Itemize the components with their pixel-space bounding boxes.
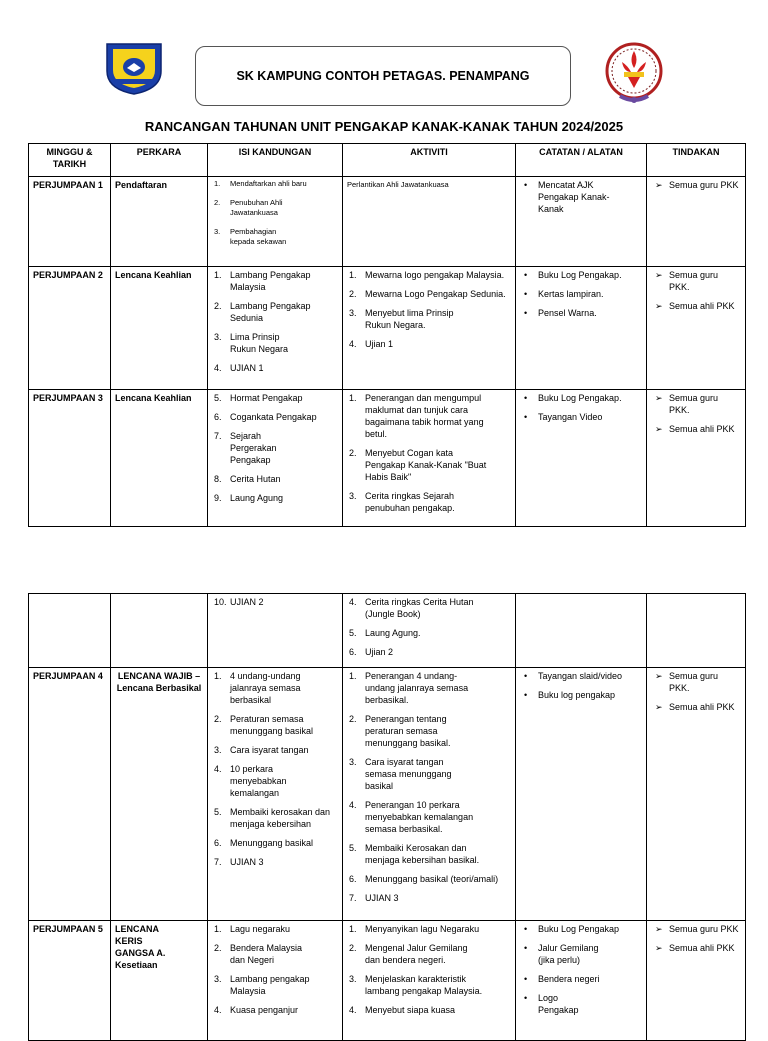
list-item: ➢ Semua guru PKK — [655, 180, 739, 190]
list-item: • Buku Log Pengakap. — [524, 393, 622, 403]
list-item: 5. Hormat Pengakap — [214, 393, 303, 403]
plan-table-1 — [28, 143, 746, 527]
list-item: 10. UJIAN 2 — [214, 597, 264, 607]
tindakan-cell — [647, 668, 746, 921]
col-header-catatan: CATATAN / ALATAN — [516, 144, 647, 177]
list-item: 1. Mewarna logo pengakap Malaysia. — [349, 270, 505, 280]
perkara-cell — [111, 594, 208, 668]
list-item: ➢ Semua ahli PKK — [655, 943, 735, 953]
tindakan-cell — [647, 177, 746, 267]
list-item: 4. Menyebut siapa kuasa — [349, 1005, 456, 1015]
aktiviti-cell: Perlantikan Ahli Jawatankuasa — [343, 177, 516, 267]
list-item: 9. Laung Agung — [214, 493, 284, 503]
list-item: 3. Menyebut lima Prinsip Rukun Negara. — [349, 308, 454, 330]
list-item: • Buku Log Pengakap — [524, 924, 620, 934]
list-item: 2. Mewarna Logo Pengakap Sedunia. — [349, 289, 506, 299]
catatan-cell — [516, 668, 647, 921]
minggu-cell: PERJUMPAAN 4 — [29, 668, 111, 921]
table-row — [29, 668, 746, 921]
list-item: 2. Bendera Malaysia dan Negeri — [214, 943, 303, 965]
perkara-cell: LENCANA WAJIB – Lencana Berbasikal — [111, 668, 208, 921]
school-logo — [103, 41, 165, 96]
aktiviti-cell — [343, 594, 516, 668]
catatan-cell — [516, 267, 647, 390]
document-title: RANCANGAN TAHUNAN UNIT PENGAKAP KANAK-KANAK TAHUN 2024/2025 — [144, 119, 624, 134]
aktiviti-cell — [343, 921, 516, 1041]
aktiviti-cell — [343, 390, 516, 527]
list-item: 7. UJIAN 3 — [214, 857, 264, 867]
list-item: 4. 10 perkara menyebabkan kemalangan — [214, 764, 287, 798]
isi-cell — [208, 267, 343, 390]
list-item: 3. Cara isyarat tangan — [214, 745, 309, 755]
catatan-cell — [516, 177, 647, 267]
list-item: • Jalur Gemilang (jika perlu) — [524, 943, 599, 965]
isi-cell — [208, 668, 343, 921]
list-item: 5. Membaiki Kerosakan dan menjaga kebersihan basikal. — [349, 843, 480, 865]
list-item: 1. Mendaftarkan ahli baru — [214, 179, 307, 188]
school-name-box — [195, 46, 571, 106]
isi-cell — [208, 390, 343, 527]
catatan-cell — [516, 594, 647, 668]
list-item: 6. Cogankata Pengakap — [214, 412, 317, 422]
list-item: • Bendera negeri — [524, 974, 600, 984]
table-row — [29, 267, 746, 390]
list-item: 5. Laung Agung. — [349, 628, 421, 638]
list-item: 3. Cerita ringkas Sejarah penubuhan pengakap. — [349, 491, 455, 513]
col-header-isi: ISI KANDUNGAN — [208, 144, 343, 177]
list-item: • Tayangan Video — [524, 412, 603, 422]
table-row — [29, 177, 746, 267]
list-item: ➢ Semua ahli PKK — [655, 424, 735, 434]
list-item: 2. Peraturan semasa menunggang basikal — [214, 714, 314, 736]
tindakan-cell — [647, 267, 746, 390]
list-item: • Buku log pengakap — [524, 690, 616, 700]
list-item: 2. Mengenal Jalur Gemilang dan bendera negeri. — [349, 943, 468, 965]
list-item: 4. Kuasa penganjur — [214, 1005, 299, 1015]
table-row — [29, 594, 746, 668]
perkara-cell: Lencana Keahlian — [111, 267, 208, 390]
aktiviti-cell — [343, 668, 516, 921]
scout-logo — [604, 38, 664, 110]
list-item: ➢ Semua guru PKK — [655, 924, 739, 934]
list-item: 8. Cerita Hutan — [214, 474, 281, 484]
minggu-cell: PERJUMPAAN 2 — [29, 267, 111, 390]
list-item: 4. Cerita ringkas Cerita Hutan (Jungle Book) — [349, 597, 474, 619]
tindakan-cell — [647, 390, 746, 527]
table-row — [29, 921, 746, 1041]
plan-table-2 — [28, 593, 746, 1041]
list-item: 1. Penerangan 4 undang-undang jalanraya semasa berbasikal. — [349, 671, 469, 705]
list-item: 3. Menjelaskan karakteristik lambang pengakap Malaysia. — [349, 974, 483, 996]
col-header-perkara: PERKARA — [111, 144, 208, 177]
list-item: 7. Sejarah Pergerakan Pengakap — [214, 431, 277, 465]
list-item: 4. Ujian 1 — [349, 339, 394, 349]
isi-cell — [208, 177, 343, 267]
perkara-cell: Lencana Keahlian — [111, 390, 208, 527]
list-item: 3. Cara isyarat tangan semasa menunggang basikal — [349, 757, 452, 791]
isi-cell — [208, 921, 343, 1041]
table-header-row — [29, 144, 746, 177]
list-item: ➢ Semua guru PKK. — [655, 671, 719, 693]
catatan-cell — [516, 390, 647, 527]
list-item: 2. Menyebut Cogan kata Pengakap Kanak-Kanak "Buat Habis Baik" — [349, 448, 487, 482]
list-item: 2. Penerangan tentang peraturan semasa menunggang basikal. — [349, 714, 451, 748]
list-item: 2. Lambang Pengakap Sedunia — [214, 301, 311, 323]
list-item: 4. UJIAN 1 — [214, 363, 264, 373]
list-item: 4. Penerangan 10 perkara menyebabkan kemalangan semasa berbasikal. — [349, 800, 474, 834]
table-row — [29, 390, 746, 527]
perkara-cell: LENCANA KERIS GANGSA A. Kesetiaan — [111, 921, 208, 1041]
list-item: 1. Menyanyikan lagu Negaraku — [349, 924, 480, 934]
minggu-cell: PERJUMPAAN 3 — [29, 390, 111, 527]
list-item: • Pensel Warna. — [524, 308, 597, 318]
list-item: ➢ Semua guru PKK. — [655, 393, 719, 415]
list-item: 7. UJIAN 3 — [349, 893, 399, 903]
list-item: ➢ Semua ahli PKK — [655, 702, 735, 712]
perkara-cell: Pendaftaran — [111, 177, 208, 267]
col-header-minggu: MINGGU & TARIKH — [29, 144, 111, 177]
list-item: ➢ Semua ahli PKK — [655, 301, 735, 311]
list-item: 1. Penerangan dan mengumpul maklumat dan tunjuk cara bagaimana tabik hormat yang betul. — [349, 393, 484, 439]
list-item: 6. Ujian 2 — [349, 647, 394, 657]
list-item: 3. Lima Prinsip Rukun Negara — [214, 332, 289, 354]
minggu-cell: PERJUMPAAN 1 — [29, 177, 111, 267]
isi-cell — [208, 594, 343, 668]
col-header-aktiviti: AKTIVITI — [343, 144, 516, 177]
catatan-cell — [516, 921, 647, 1041]
aktiviti-cell — [343, 267, 516, 390]
list-item: • Logo Pengakap — [524, 993, 579, 1015]
minggu-cell — [29, 594, 111, 668]
school-name: SK KAMPUNG CONTOH PETAGAS. PENAMPANG — [236, 69, 530, 83]
list-item: 3. Pembahagian kepada sekawan — [214, 227, 287, 246]
list-item: 1. 4 undang-undang jalanraya semasa berbasikal — [214, 671, 301, 705]
list-item: • Buku Log Pengakap. — [524, 270, 622, 280]
list-item: • Tayangan slaid/video — [524, 671, 623, 681]
list-item: • Kertas lampiran. — [524, 289, 604, 299]
minggu-cell: PERJUMPAAN 5 — [29, 921, 111, 1041]
list-item: • Mencatat AJK Pengakap Kanak-Kanak — [524, 180, 610, 214]
list-item: 6. Menunggang basikal — [214, 838, 314, 848]
tindakan-cell — [647, 594, 746, 668]
list-item: 1. Lambang Pengakap Malaysia — [214, 270, 311, 292]
list-item: 2. Penubuhan Ahli Jawatankuasa — [214, 198, 283, 217]
list-item: 6. Menunggang basikal (teori/amali) — [349, 874, 499, 884]
tindakan-cell — [647, 921, 746, 1041]
col-header-tindakan: TINDAKAN — [647, 144, 746, 177]
list-item: ➢ Semua guru PKK. — [655, 270, 719, 292]
list-item: 3. Lambang pengakap Malaysia — [214, 974, 310, 996]
list-item: 5. Membaiki kerosakan dan menjaga kebersihan — [214, 807, 331, 829]
list-item: 1. Lagu negaraku — [214, 924, 291, 934]
